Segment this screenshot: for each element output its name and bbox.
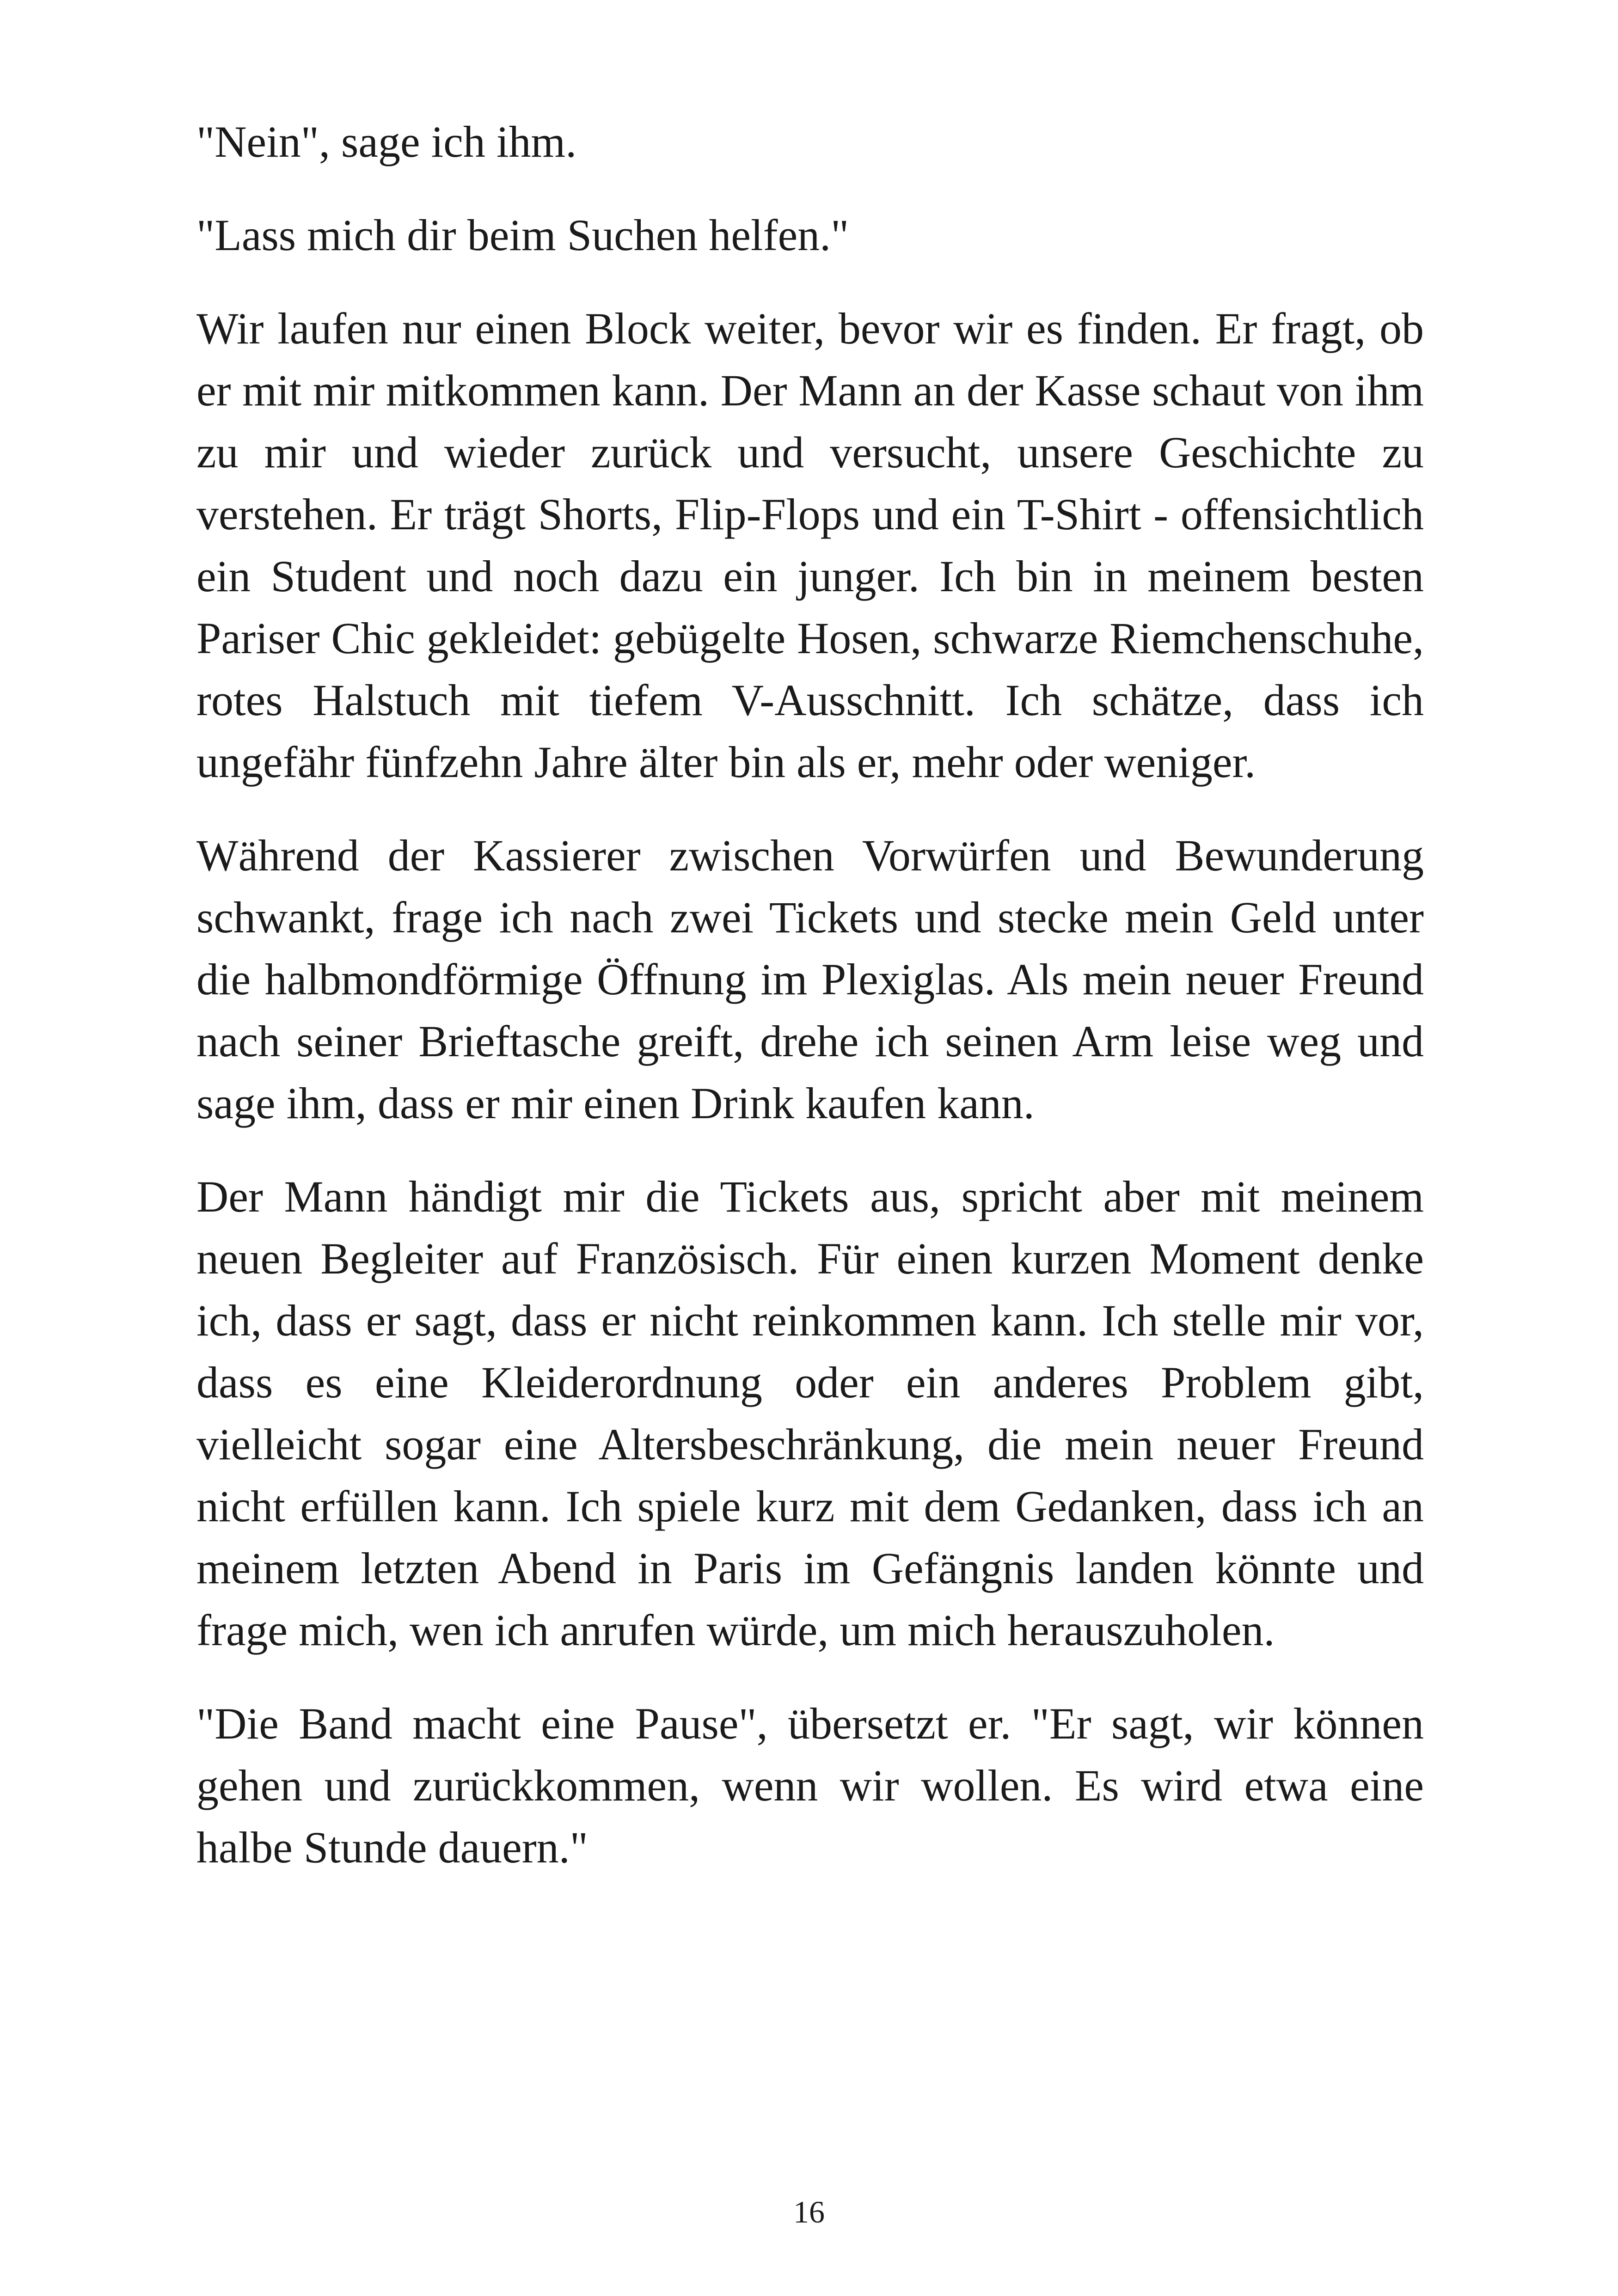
paragraph-2: "Lass mich dir beim Suchen helfen." (196, 210, 849, 260)
paragraph-1: "Nein", sage ich ihm. (196, 117, 577, 166)
paragraph-6: "Die Band macht eine Pause", übersetzt er. "Er sagt, wir können gehen und zurückkommen, wenn wir wollen. Es wird etwa eine halbe Stunde dauern." (196, 1699, 1424, 1872)
paragraph-4: Während der Kassierer zwischen Vorwürfen und Bewunderung schwankt, frage ich nach zwei Tickets und stecke mein Geld unter die halbmondförmige Öffnung im Plexiglas. Als mein neuer Freund nach seiner Brieftasche greift, drehe ich seinen Arm leise weg und sage ihm, dass er mir einen Drink kaufen kann. (196, 831, 1424, 1128)
paragraph-3: Wir laufen nur einen Block weiter, bevor wir es finden. Er fragt, ob er mit mir mitkommen kann. Der Mann an der Kasse schaut von ihm zu mir und wieder zurück und versucht, unsere Geschichte zu verstehen. Er trägt Shorts, Flip-Flops und ein T-Shirt - offensichtlich ein Student und noch dazu ein junger. Ich bin in meinem besten Pariser Chic gekleidet: gebügelte Hosen, schwarze Riemchenschuhe, rotes Halstuch mit tiefem V-Ausschnitt. Ich schätze, dass ich ungefähr fünfzehn Jahre älter bin als er, mehr oder weniger. (196, 304, 1424, 787)
body-text (196, 111, 1424, 1910)
page-number: 16 (793, 2194, 825, 2229)
paragraph-5: Der Mann händigt mir die Tickets aus, spricht aber mit meinem neuen Begleiter auf Französisch. Für einen kurzen Moment denke ich, dass er sagt, dass er nicht reinkommen kann. Ich stelle mir vor, dass es eine Kleiderordnung oder ein anderes Problem gibt, vielleicht sogar eine Altersbeschränkung, die mein neuer Freund nicht erfüllen kann. Ich spiele kurz mit dem Gedanken, dass ich an meinem letzten Abend in Paris im Gefängnis landen könnte und frage mich, wen ich anrufen würde, um mich herauszuholen. (196, 1172, 1424, 1655)
